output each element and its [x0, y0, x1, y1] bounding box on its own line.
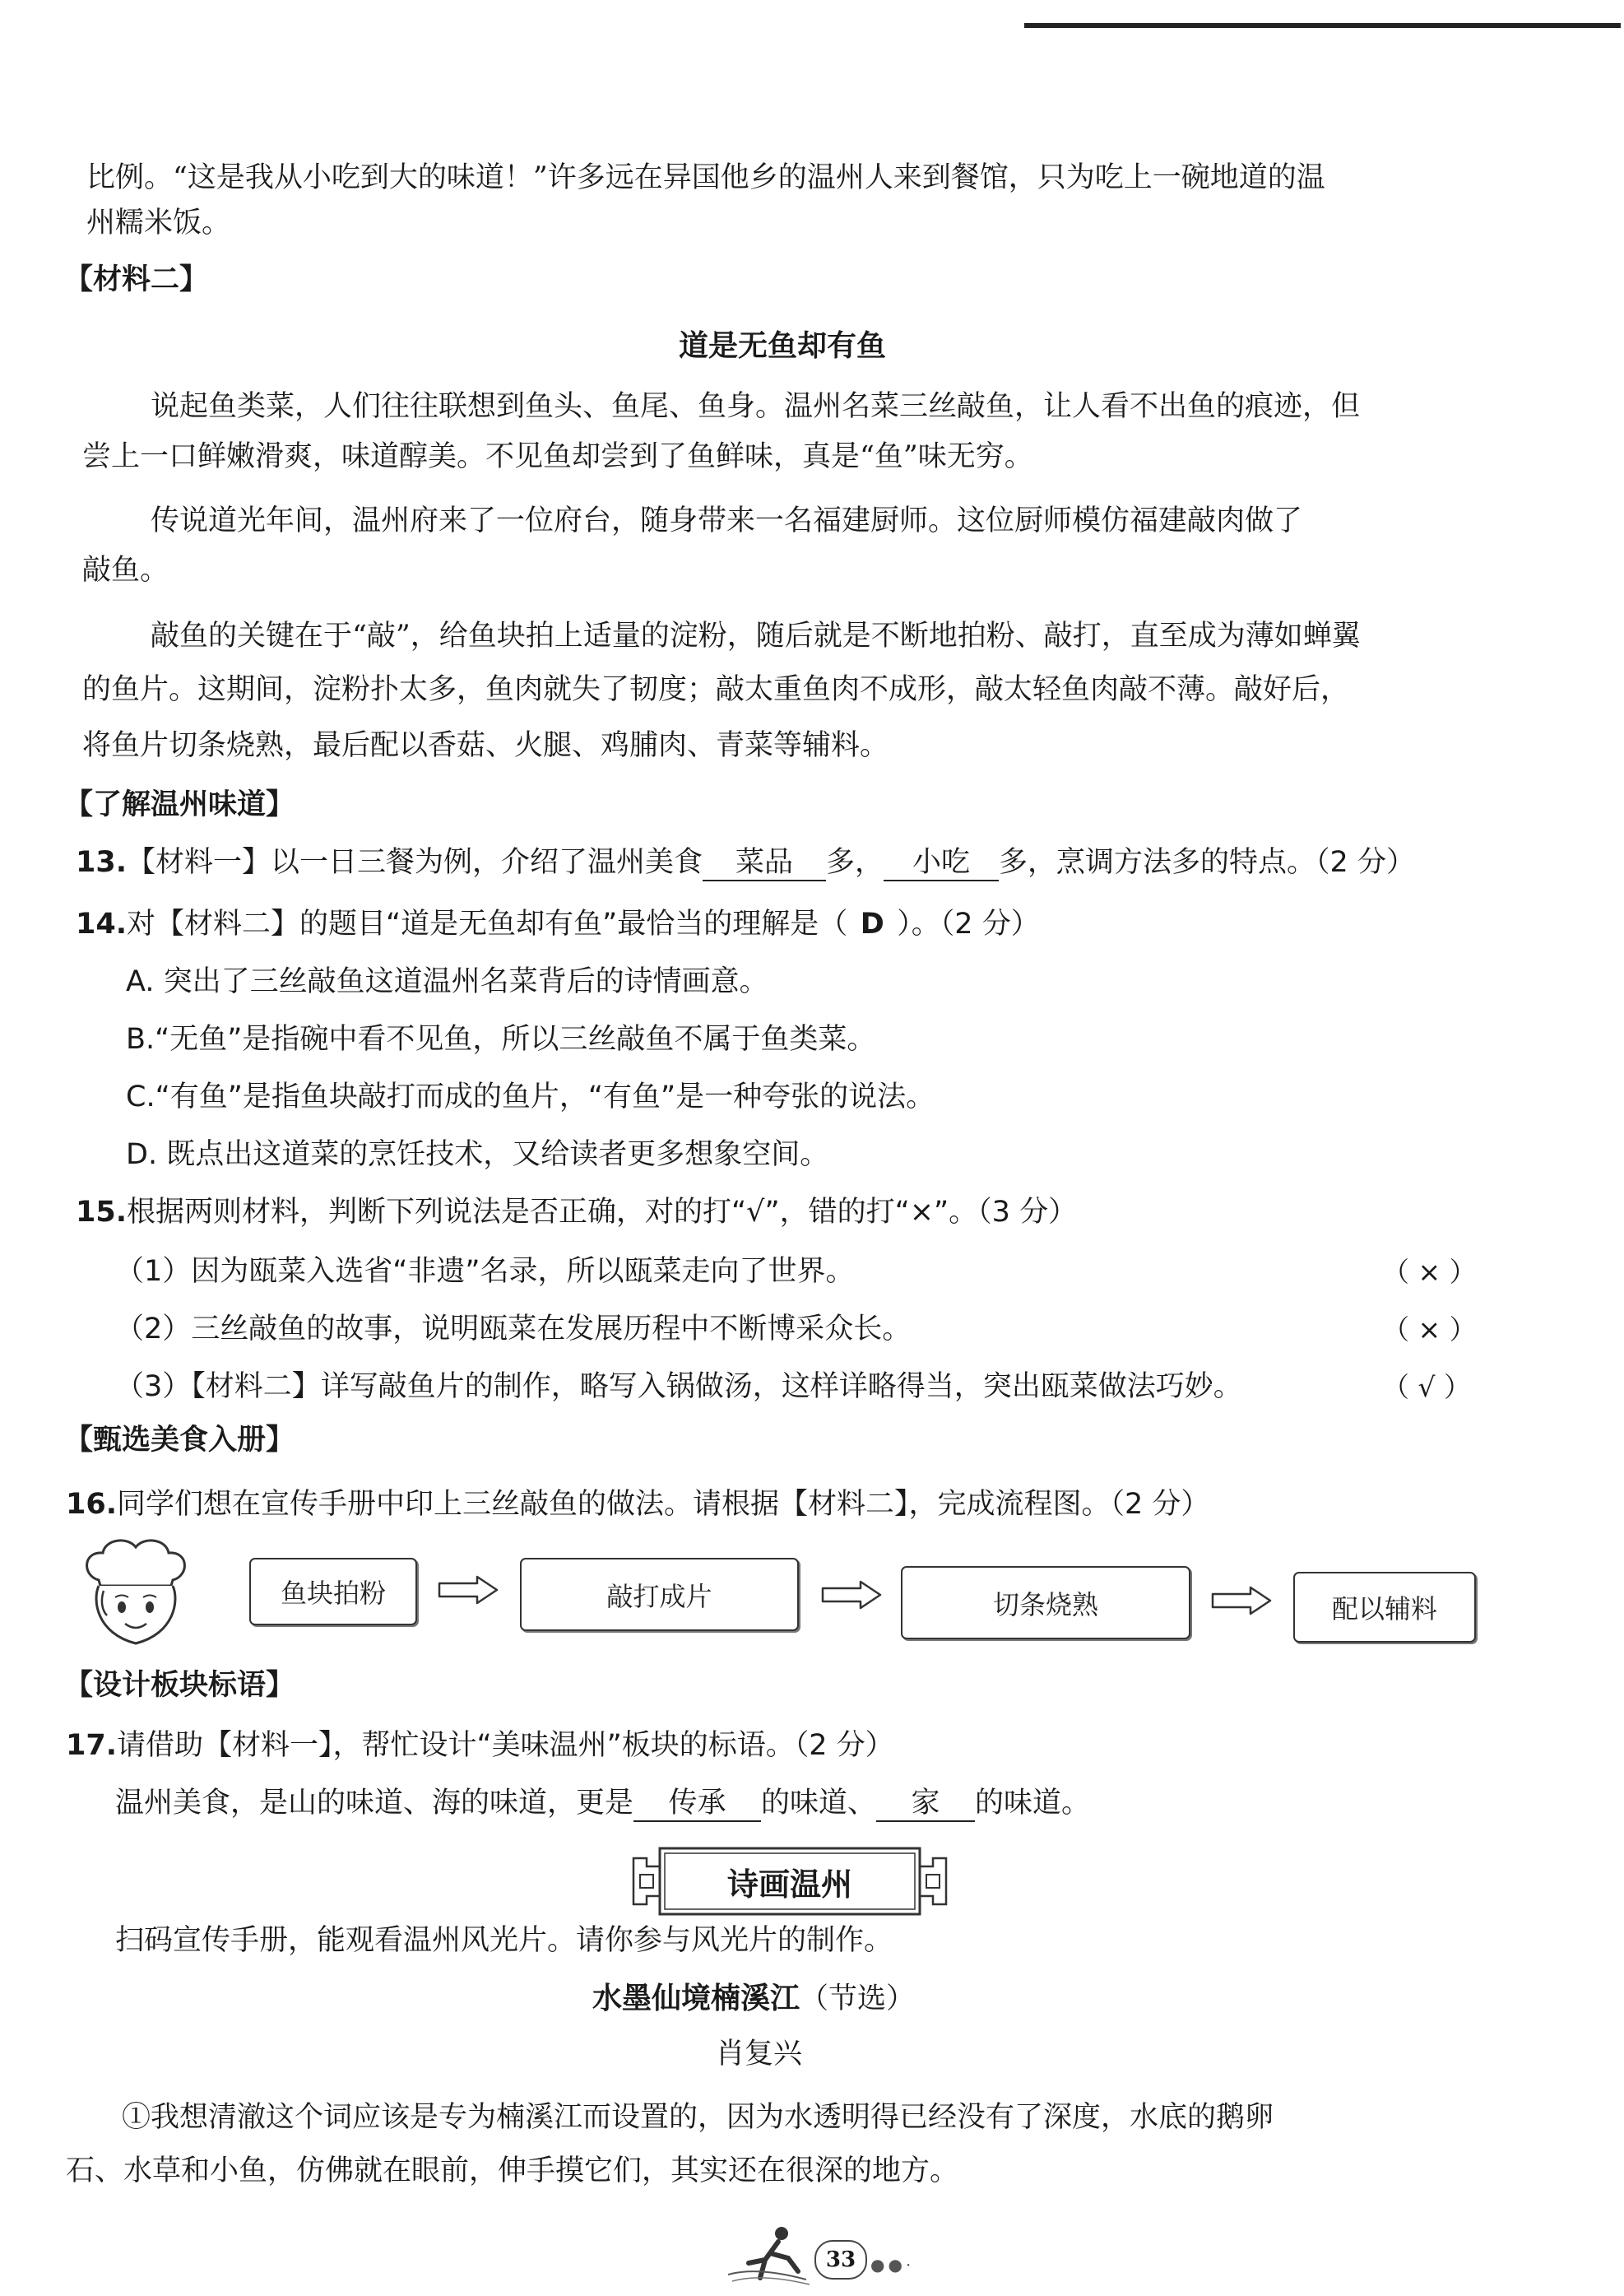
question-15-mark-3[interactable]: （ √ ）: [1382, 1371, 1472, 1403]
material2-p2-line2: 敲鱼。: [82, 554, 169, 587]
chef-icon: [74, 1535, 197, 1650]
question-16-text: 同学们想在宣传手册中印上三丝敲鱼的做法。请根据【材料二】，完成流程图。（2 分）: [117, 1488, 1210, 1521]
question-14-number: 14.: [76, 908, 128, 941]
question-14-text: 对【材料二】的题目“道是无鱼却有鱼”最恰当的理解是（: [127, 908, 848, 941]
article-title-main: 水墨仙境楠溪江: [592, 1982, 800, 2015]
question-17-answer-2[interactable]: 家: [876, 1786, 975, 1822]
material2-p1-line1: 说起鱼类菜，人们往往联想到鱼头、鱼尾、鱼身。温州名菜三丝敲鱼，让人看不出鱼的痕迹，但: [151, 390, 1361, 423]
question-13-tail: 多，烹调方法多的特点。（2 分）: [999, 846, 1415, 879]
material2-p2-line1: 传说道光年间，温州府来了一位府台，随身带来一名福建厨师。这位厨师模仿福建敲肉做了: [151, 504, 1303, 537]
question-15-mark-2[interactable]: （ × ）: [1382, 1313, 1477, 1346]
question-15-text: 根据两则材料，判断下列说法是否正确，对的打“√”，错的打“×”。（3 分）: [127, 1196, 1078, 1229]
flow-step-3[interactable]: 切条烧熟: [901, 1566, 1190, 1639]
question-17-slogan-post: 的味道。: [975, 1787, 1091, 1820]
question-13-answer-2[interactable]: 小吃: [884, 845, 999, 881]
material2-p3-line3: 将鱼片切条烧熟，最后配以香菇、火腿、鸡脯肉、青菜等辅料。: [82, 729, 889, 762]
article-p1-line2: 石、水草和小鱼，仿佛就在眼前，伸手摸它们，其实还在很深的地方。: [66, 2154, 959, 2187]
question-16: [66, 1481, 1209, 1522]
flow-step-4: 配以辅料: [1293, 1572, 1476, 1643]
question-15-item-2: （2）三丝敲鱼的故事，说明瓯菜在发展历程中不断博采众长。: [115, 1313, 912, 1346]
section-banner: [625, 1842, 954, 1921]
article-author: 肖复兴: [716, 2038, 803, 2071]
question-14-option-c: C.“有鱼”是指鱼块敲打而成的鱼片，“有鱼”是一种夸张的说法。: [126, 1081, 935, 1113]
footer-dots: ●●·: [870, 2255, 915, 2275]
question-14-option-d: D. 既点出这道菜的烹饪技术，又给读者更多想象空间。: [126, 1138, 829, 1171]
question-15-number: 15.: [76, 1196, 128, 1229]
material2-p3-line2: 的鱼片。这期间，淀粉扑太多，鱼肉就失了韧度；敲太重鱼肉不成形，敲太轻鱼肉敲不薄。敲好后，: [82, 673, 1350, 706]
article-title-note: （节选）: [800, 1982, 916, 2015]
flow-step-2[interactable]: 敲打成片: [520, 1558, 799, 1631]
material2-heading: 【材料二】: [64, 263, 209, 296]
material1-line1: 比例。“这是我从小吃到大的味道！”许多远在异国他乡的温州人来到餐馆，只为吃上一碗地道的温: [86, 161, 1325, 194]
header-rule: [1024, 23, 1621, 28]
flow-arrow-3-icon: [1209, 1584, 1275, 1617]
question-15-mark-1[interactable]: （ × ）: [1382, 1256, 1477, 1288]
flow-arrow-1-icon: [436, 1573, 502, 1606]
question-13-answer-1[interactable]: 菜品: [703, 845, 826, 881]
question-14: [76, 901, 1040, 942]
question-13-mid: 多，: [826, 846, 884, 879]
section-slogan-heading: 【设计板块标语】: [64, 1669, 295, 1702]
question-13-number: 13.: [76, 846, 128, 879]
flow-arrow-2-icon: [819, 1578, 885, 1611]
question-17-number: 17.: [66, 1729, 118, 1762]
runner-logo-icon: [724, 2222, 814, 2288]
question-17: [66, 1722, 894, 1764]
question-15-item-1: （1）因为瓯菜入选省“非遗”名录，所以瓯菜走向了世界。: [115, 1255, 855, 1288]
article-title: [592, 1975, 915, 2017]
section-understand-heading: 【了解温州味道】: [64, 788, 295, 821]
material1-line2: 州糯米饭。: [86, 207, 231, 239]
article-p1-line1: ①我想清澈这个词应该是专为楠溪江而设置的，因为水透明得已经没有了深度，水底的鹅卵: [122, 2101, 1274, 2134]
question-14-option-a: A. 突出了三丝敲鱼这道温州名菜背后的诗情画意。: [126, 965, 768, 998]
question-17-text: 请借助【材料一】，帮忙设计“美味温州”板块的标语。（2 分）: [117, 1729, 894, 1762]
section-select-heading: 【甄选美食入册】: [64, 1424, 295, 1457]
question-13-text: 【材料一】以一日三餐为例，介绍了温州美食: [127, 846, 703, 879]
material2-p1-line2: 尝上一口鲜嫩滑爽，味道醇美。不见鱼却尝到了鱼鲜味，真是“鱼”味无穷。: [82, 440, 1033, 473]
question-15-item-3: （3）【材料二】详写敲鱼片的制作，略写入锅做汤，这样详略得当，突出瓯菜做法巧妙。: [115, 1370, 1242, 1403]
question-17-slogan-mid: 的味道、: [761, 1787, 877, 1820]
page-number: 33: [814, 2240, 867, 2280]
material2-title: 道是无鱼却有鱼: [679, 329, 887, 363]
question-15: [76, 1189, 1077, 1230]
question-14-answer[interactable]: D: [860, 908, 884, 941]
question-13: [76, 839, 1415, 881]
material2-p3-line1: 敲鱼的关键在于“敲”，给鱼块拍上适量的淀粉，随后就是不断地拍粉、敲打，直至成为薄如蝉翼: [151, 620, 1361, 653]
flow-step-1: 鱼块拍粉: [249, 1558, 417, 1625]
question-16-number: 16.: [66, 1488, 118, 1521]
question-17-slogan-pre: 温州美食，是山的味道、海的味道，更是: [115, 1787, 634, 1820]
question-14-tail: ）。（2 分）: [897, 908, 1040, 941]
banner-title: 诗画温州: [726, 1866, 852, 1903]
question-17-answer-1[interactable]: 传承: [633, 1786, 761, 1822]
question-14-option-b: B.“无鱼”是指碗中看不见鱼，所以三丝敲鱼不属于鱼类菜。: [126, 1023, 876, 1056]
question-17-slogan: [115, 1780, 1090, 1822]
intro-text: 扫码宣传手册，能观看温州风光片。请你参与风光片的制作。: [115, 1924, 893, 1957]
